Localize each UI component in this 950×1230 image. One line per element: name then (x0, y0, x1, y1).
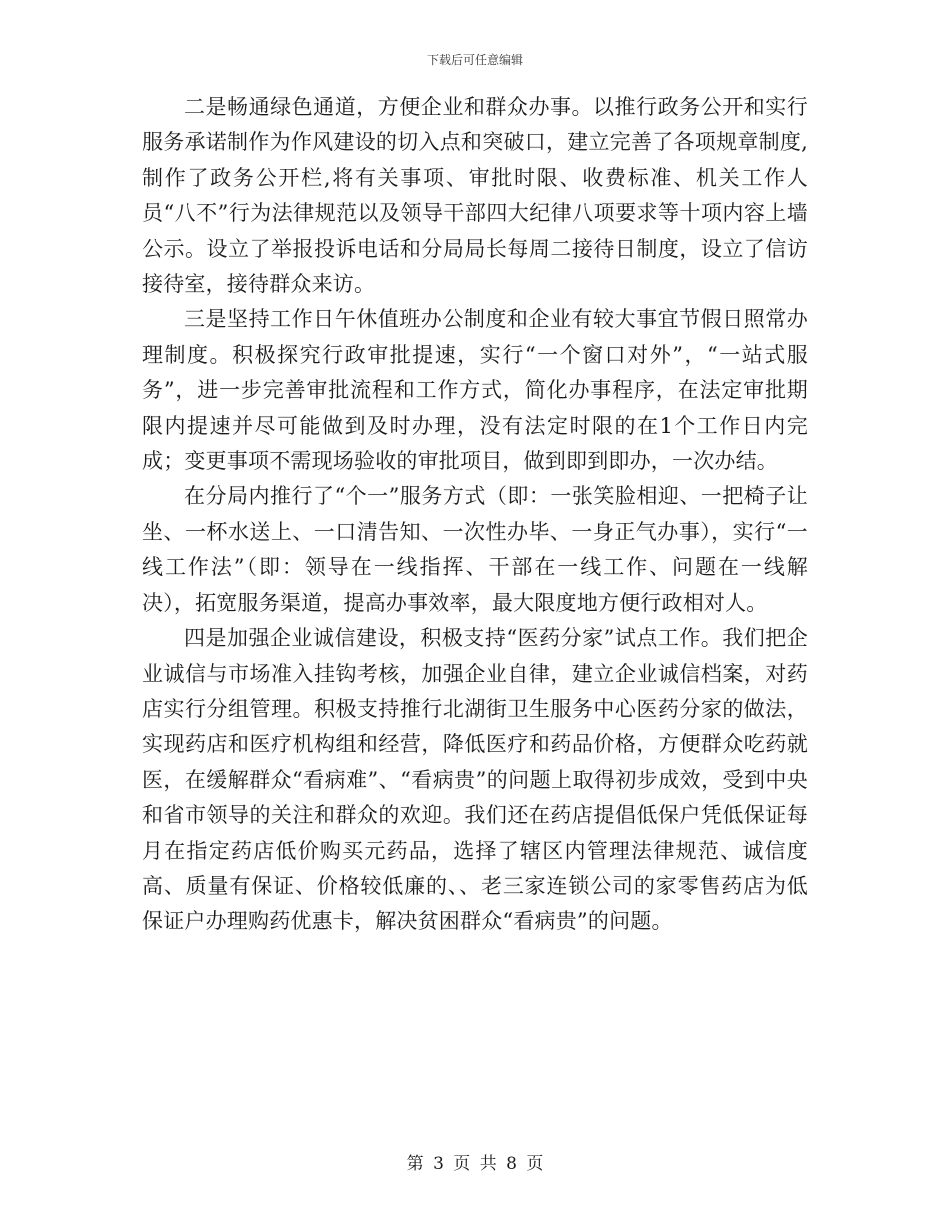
paragraph-service-method: 在分局内推行了“个一”服务方式（即：一张笑脸相迎、一把椅子让坐、一杯水送上、一口清告知、一次性办毕、一身正气办事），实行“一线工作法”（即：领导在一线指挥、干部在一线工作、问题在一线解决），拓宽服务渠道，提高办事效率，最大限度地方便行政相对人。 (142, 484, 808, 615)
page-number-footer: 第 3 页 共 8 页 (406, 1154, 544, 1174)
paragraph-integrity: 四是加强企业诚信建设，积极支持“医药分家”试点工作。我们把企业诚信与市场准入挂钩考核，加强企业自律，建立企业诚信档案，对药店实行分组管理。积极支持推行北湖街卫生服务中心医药分家的做法，实现药店和医疗机构组和经营，降低医疗和药品价格，方便群众吃药就医，在缓解群众“看病难”、“看病贵”的问题上取得初步成效，受到中央和省市领导的关注和群众的欢迎。我们还在药店提倡低保户凭低保证每月在指定药店低价购买元药品，选择了辖区内管理法律规范、诚信度高、质量有保证、价格较低廉的、、老三家连锁公司的家零售药店为低保证户办理购药优惠卡，解决贫困群众“看病贵”的问题。 (142, 626, 808, 934)
document-body (142, 90, 808, 940)
paragraph-lunch-duty: 三是坚持工作日午休值班办公制度和企业有较大事宜节假日照常办理制度。积极探究行政审批提速，实行“一个窗口对外”，“一站式服务”，进一步完善审批流程和工作方式，简化办事程序，在法定审批期限内提速并尽可能做到及时办理，没有法定时限的在1个工作日内完成；变更事项不需现场验收的审批项目，做到即到即办，一次办结。 (142, 307, 808, 474)
paragraph-green-channel: 二是畅通绿色通道，方便企业和群众办事。以推行政务公开和实行服务承诺制作为作风建设的切入点和突破口，建立完善了各项规章制度,制作了政务公开栏,将有关事项、审批时限、收费标准、机关工作人员“八不”行为法律规范以及领导干部四大纪律八项要求等十项内容上墙公示。设立了举报投诉电话和分局局长每周二接待日制度，设立了信访接待室，接待群众来访。 (142, 95, 808, 297)
page-header: 下载后可任意编辑 (426, 53, 523, 67)
